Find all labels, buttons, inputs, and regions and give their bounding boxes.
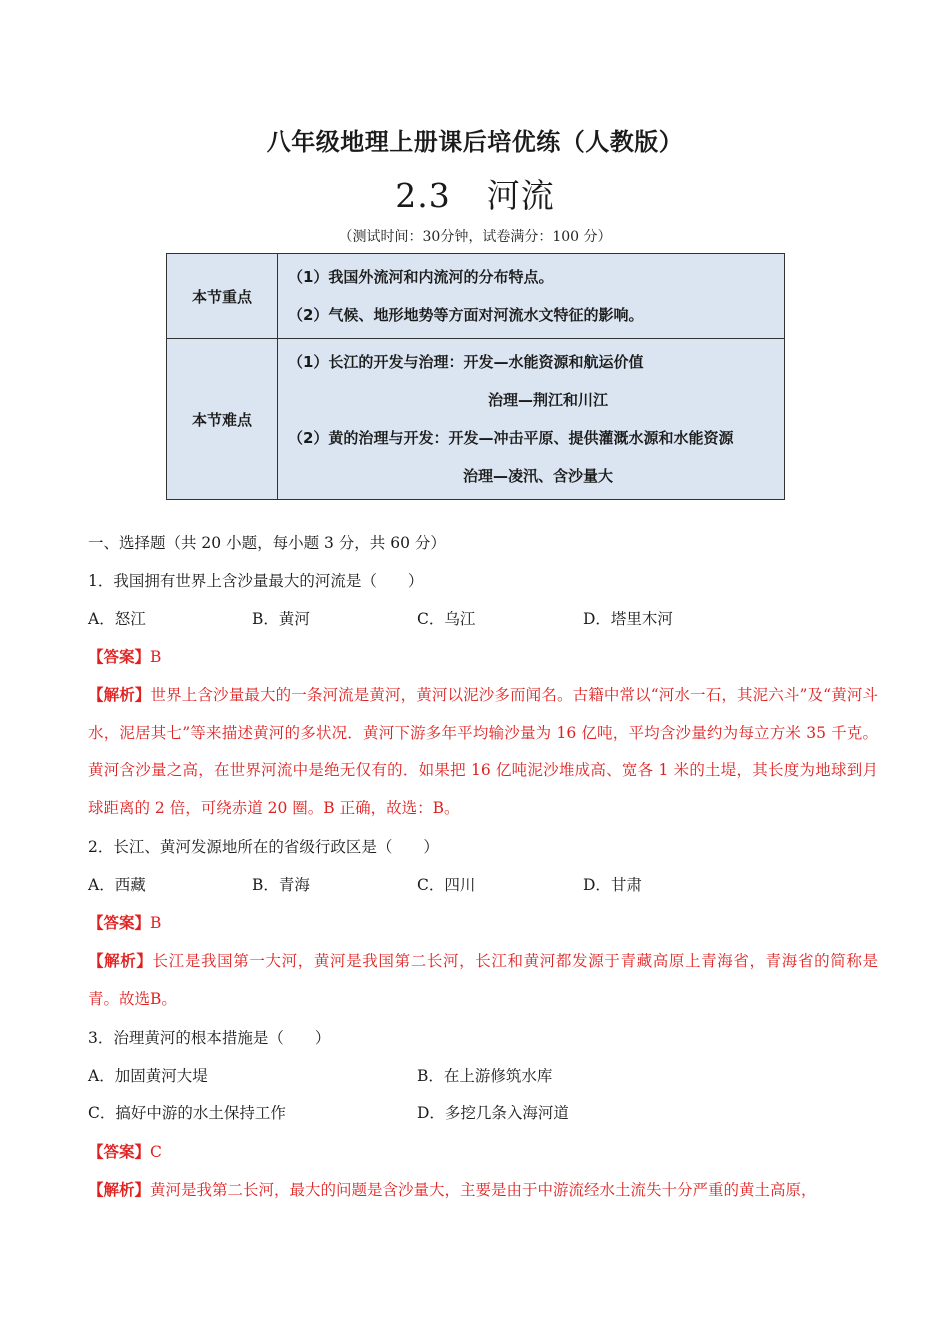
key-point-1: （1）我国外流河和内流河的分布特点。 xyxy=(288,268,554,286)
question-2-option-b: B．青海 xyxy=(252,876,310,894)
question-2-option-c: C．四川 xyxy=(417,876,476,894)
question-1-option-d: D．塔里木河 xyxy=(583,610,673,628)
question-3-option-d: D．多挖几条入海河道 xyxy=(417,1104,569,1122)
document-title: 八年级地理上册课后培优练（人教版） xyxy=(266,128,684,156)
analysis-text: 世界上含沙量最大的一条河流是黄河，黄河以泥沙多而闻名。古籍中常以“河水一石，其泥六斗”及“黄河斗水，泥居其七”等来描述黄河的多状况．黄河下游多年平均输沙量为 16 亿吨，平均含沙量约为每立方米 35 千克。黄河含沙量之高，在世界河流中是绝无仅有的．如果把 16 亿吨泥沙堆成高、宽各 1 米的土堤，其长度为地球到月球距离的 2 倍，可绕赤道 20 圈。B 正确，故选：B。 xyxy=(88,686,878,817)
difficult-point-2: （2）黄的治理与开发：开发—冲击平原、提供灌溉水源和水能资源 xyxy=(288,429,734,447)
question-3-option-a: A．加固黄河大堤 xyxy=(88,1067,208,1085)
answer-value: B xyxy=(150,648,162,666)
section-heading-title xyxy=(0,170,950,217)
difficult-points-label: 本节难点 xyxy=(167,339,278,500)
test-info-subtitle: （测试时间：30分钟，试卷满分：100 分） xyxy=(338,229,612,245)
key-points-content xyxy=(278,254,785,339)
analysis-label: 【解析】 xyxy=(88,1180,151,1199)
analysis-label: 【解析】 xyxy=(88,685,151,704)
section-title: 河流 xyxy=(486,176,555,215)
question-3-analysis xyxy=(88,1171,878,1210)
question-1-option-a: A．怒江 xyxy=(88,610,146,628)
analysis-text: 黄河是我第二长河，最大的问题是含沙量大，主要是由于中游流经水土流失十分严重的黄土高原， xyxy=(150,1181,817,1199)
question-1-option-b: B．黄河 xyxy=(252,610,310,628)
answer-label: 【答案】 xyxy=(88,913,151,932)
question-1-stem: 1．我国拥有世界上含沙量最大的河流是（ ） xyxy=(88,572,424,590)
key-points-label: 本节重点 xyxy=(167,254,278,339)
difficult-point-1: （1）长江的开发与治理：开发—水能资源和航运价值 xyxy=(288,353,644,371)
key-points-table xyxy=(166,253,785,500)
section-heading: 一、选择题（共 20 小题，每小题 3 分，共 60 分） xyxy=(88,534,446,552)
question-3-option-b: B．在上游修筑水库 xyxy=(417,1067,553,1085)
section-number: 2.3 xyxy=(395,176,451,215)
answer-label: 【答案】 xyxy=(88,647,151,666)
question-2-option-d: D．甘肃 xyxy=(583,876,642,894)
difficult-points-row xyxy=(167,339,785,500)
question-1-analysis xyxy=(88,676,878,827)
key-points-row xyxy=(167,254,785,339)
question-3-stem: 3．治理黄河的根本措施是（ ） xyxy=(88,1029,331,1047)
difficult-point-1-cont: 治理—荆江和川江 xyxy=(488,391,609,409)
question-1-answer xyxy=(88,645,161,667)
question-2-answer xyxy=(88,911,161,933)
question-1-option-c: C．乌江 xyxy=(417,610,476,628)
answer-value: B xyxy=(150,914,162,932)
question-2-analysis xyxy=(88,942,878,1018)
difficult-point-2-cont: 治理—凌汛、含沙量大 xyxy=(463,467,614,485)
key-point-2: （2）气候、地形地势等方面对河流水文特征的影响。 xyxy=(288,306,644,324)
question-2-stem: 2．长江、黄河发源地所在的省级行政区是（ ） xyxy=(88,838,439,856)
question-3-option-c: C．搞好中游的水土保持工作 xyxy=(88,1104,286,1122)
difficult-points-content xyxy=(278,339,785,500)
question-2-option-a: A．西藏 xyxy=(88,876,146,894)
answer-label: 【答案】 xyxy=(88,1142,151,1161)
analysis-text: 长江是我国第一大河，黄河是我国第二长河，长江和黄河都发源于青藏高原上青海省，青海省的简称是青。故选B。 xyxy=(88,952,878,1008)
analysis-label: 【解析】 xyxy=(88,951,153,970)
question-3-answer xyxy=(88,1140,162,1162)
answer-value: C xyxy=(150,1143,162,1161)
